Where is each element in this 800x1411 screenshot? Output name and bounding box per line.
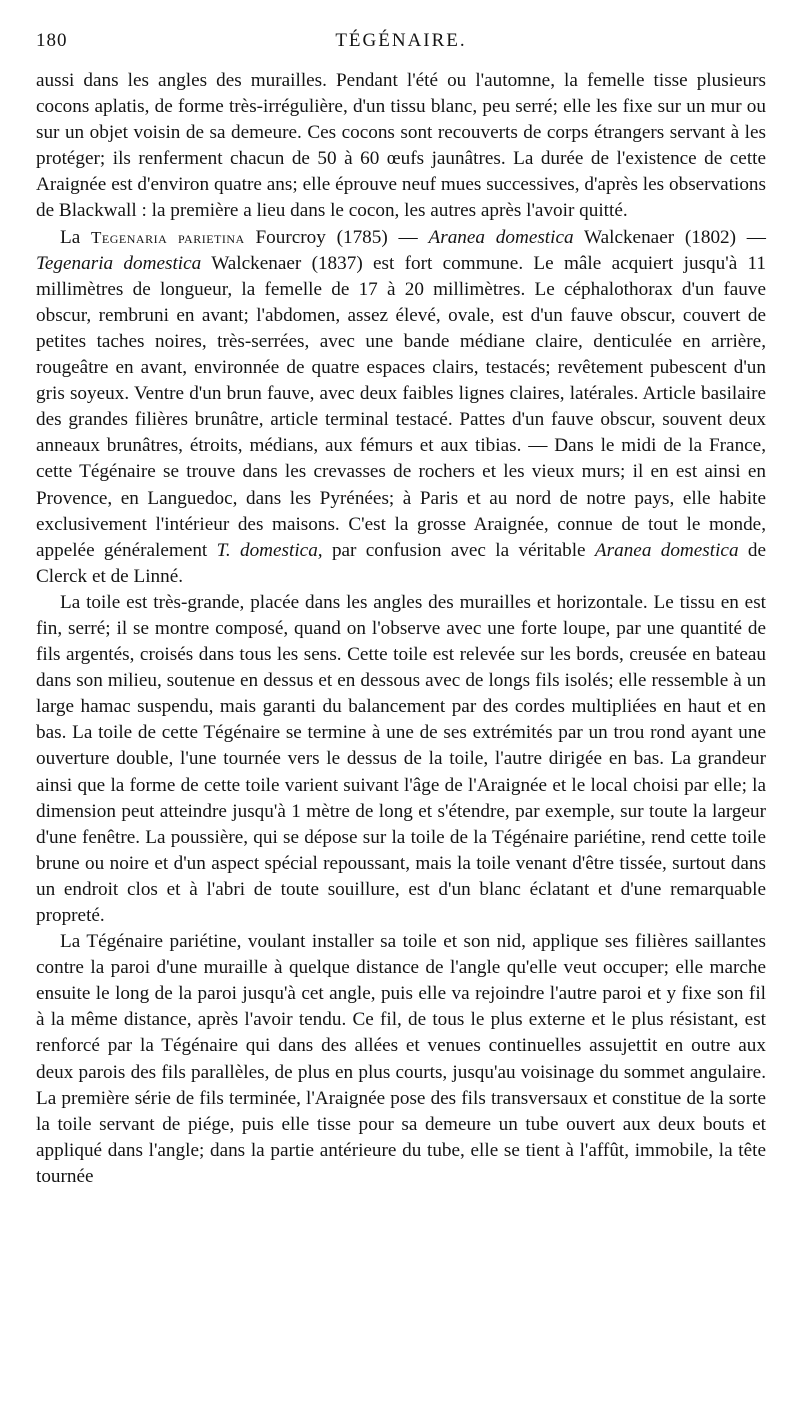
species-synonym-3: T. domestica, — [216, 539, 323, 561]
paragraph-cocoons: aussi dans les angles des murailles. Pendant l'été ou l'automne, la femelle tisse plusieurs cocons aplatis, de forme très-irrégulière, d'un tissu blanc, peu serré; elle les fixe sur un mur ou sur un objet voisin de sa demeure. Ces cocons sont recouverts de corps étrangers servant à les protéger; ils renferment chacun de 50 à 60 œufs jaunâtres. La durée de l'existence de cette Araignée est d'environ quatre ans; elle éprouve neuf mues successives, d'après les observations de Blackwall : la première a lieu dans le cocon, les autres après l'avoir quitté. — [36, 70, 766, 222]
body-text — [36, 68, 766, 1190]
species-text-3: Walckenaer (1837) est fort commune. Le mâle acquiert jusqu'à 11 millimètres de longueur, la femelle de 17 à 20 millimètres. Le céphalothorax d'un fauve obscur, rembruni en avant; l'abdomen, assez élevé, ovale, est d'un fauve obscur, couvert de petites taches noires, très-serrées, avec une bande médiane claire, denticulée en arrière, rougeâtre en avant, environnée de quatre espaces clairs, testacés; revêtement pubescent d'un gris soyeux. Ventre d'un brun fauve, avec deux faibles lignes claires, latérales. Article basilaire des grandes filières brunâtre, article terminal testacé. Pattes d'un fauve obscur, souvent deux anneaux brunâtres, étroits, médians, aux fémurs et aux tibias. — Dans le midi de la France, cette Tégénaire se trouve dans les crevasses de rochers et les vieux murs; il en est ainsi en Provence, en Languedoc, dans les Pyrénées; à Paris et au nord de notre pays, elle habite exclusivement l'intérieur des maisons. C'est la grosse Araignée, connue de tout le monde, appelée généralement — [36, 252, 766, 561]
species-name: Tegenaria parietina — [91, 227, 245, 247]
species-text-5: de Clerck et de Linné. — [36, 539, 767, 587]
running-head — [36, 30, 766, 58]
species-lead-word: La — [60, 226, 81, 248]
species-text-1: Fourcroy (1785) — — [255, 226, 418, 248]
running-title: TÉGÉNAIRE. — [335, 30, 467, 51]
species-synonym-1: Aranea domestica — [428, 226, 574, 248]
species-synonym-2: Tegenaria domestica — [36, 252, 202, 274]
species-text-2: Walckenaer (1802) — — [584, 226, 766, 248]
page-number: 180 — [36, 30, 68, 51]
species-text-4: par confusion avec la véritable — [331, 539, 586, 561]
paragraph-web-description: La toile est très-grande, placée dans les angles des murailles et horizontale. Le tissu en est fin, serré; il se montre composé, quand on l'observe avec une forte loupe, par une quantité de fils argentés, croisés dans tous les sens. Cette toile est relevée sur les bords, creusée en bateau dans son milieu, soutenue en dessus et en dessous avec de longs fils isolés; elle ressemble à un large hamac suspendu, mais garanti du balancement par des cordes multipliées en haut et en bas. La toile de cette Tégénaire se termine à une de ses extrémités par un trou rond ayant une ouverture double, l'une tournée vers le dessus de la toile, l'autre dirigée en bas. La grandeur ainsi que la forme de cette toile varient suivant l'âge de l'Araignée et le local choisi par elle; la dimension peut atteindre jusqu'à 1 mètre de long et s'étendre, par exemple, sur toute la largeur d'une fenêtre. La poussière, qui se dépose sur la toile de la Tégénaire pariétine, rend cette toile brune ou noire et d'un aspect spécial repoussant, mais la toile venant d'être tissée, surtout dans un endroit clos et à l'abri de toute souillure, est d'un blanc éclatant et d'une remarquable propreté. — [36, 591, 766, 926]
species-synonym-4: Aranea domestica — [594, 539, 739, 561]
paragraph-species-description — [36, 225, 766, 590]
paragraph-web-construction: La Tégénaire pariétine, voulant installer sa toile et son nid, applique ses filières saillantes contre la paroi d'une muraille à quelque distance de l'angle qu'elle veut occuper; elle marche ensuite le long de la paroi jusqu'à cet angle, puis elle va rejoindre l'autre paroi et y fixe son fil à la même distance, après l'avoir tendu. Ce fil, de tous le plus externe et le plus résistant, est renforcé par la Tégénaire qui dans des allées et venues continuelles assujettit en outre aux deux parois des fils parallèles, de plus en plus courts, jusqu'au voisinage du sommet angulaire. La première série de fils terminée, l'Araignée pose des fils transversaux et constitue de la sorte la toile servant de piége, puis elle tisse pour sa demeure un tube ouvert aux deux bouts et appliqué dans l'angle; dans la partie antérieure du tube, elle se tient à l'affût, immobile, la tête tournée — [36, 931, 766, 1187]
